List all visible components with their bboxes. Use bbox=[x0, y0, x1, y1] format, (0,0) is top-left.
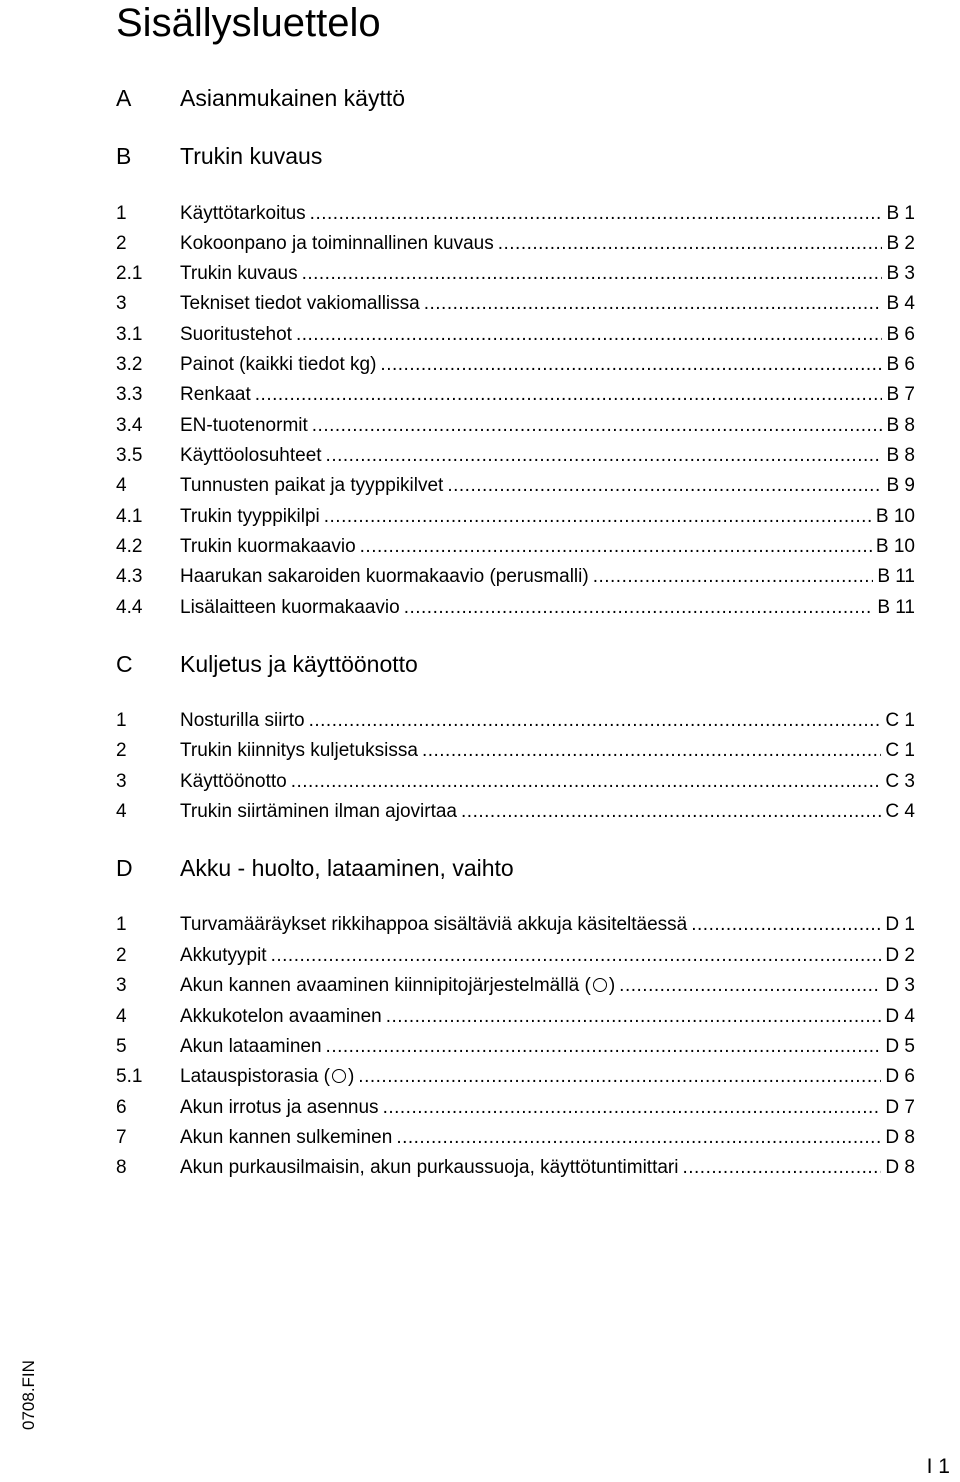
entry-page: B 6 bbox=[886, 324, 915, 345]
entry-page: C 1 bbox=[885, 710, 915, 731]
entry-label: Akun kannen avaaminen kiinnipitojärjestelmällä ( bbox=[180, 975, 591, 996]
dot-leader bbox=[255, 380, 883, 410]
section-letter: C bbox=[116, 651, 133, 677]
entry-number: 2 bbox=[116, 945, 127, 966]
entry-page: B 10 bbox=[875, 506, 915, 527]
entry-label-suffix: ) bbox=[347, 1066, 355, 1087]
dot-leader bbox=[619, 971, 881, 1001]
dot-leader bbox=[424, 289, 883, 319]
dot-leader bbox=[324, 502, 872, 532]
entry-page: C 3 bbox=[885, 771, 915, 792]
entry-number: 3.4 bbox=[116, 415, 143, 436]
entry-number: 4 bbox=[116, 801, 127, 822]
dot-leader bbox=[326, 1032, 882, 1062]
section-header-c bbox=[0, 647, 960, 681]
entry-number: 3 bbox=[116, 293, 127, 314]
entry-number: 1 bbox=[116, 710, 127, 731]
toc-entry[interactable] bbox=[0, 199, 960, 229]
entry-number: 2 bbox=[116, 740, 127, 761]
entry-page: B 8 bbox=[886, 445, 915, 466]
entry-label: Akun lataaminen bbox=[180, 1036, 322, 1057]
entry-number: 2 bbox=[116, 233, 127, 254]
section-letter: A bbox=[116, 85, 132, 111]
toc-entry[interactable] bbox=[0, 441, 960, 471]
document-code: 0708.FIN bbox=[19, 1360, 38, 1430]
entry-label: Trukin siirtäminen ilman ajovirtaa bbox=[180, 801, 458, 822]
dot-leader bbox=[682, 1153, 881, 1183]
dot-leader bbox=[326, 441, 883, 471]
entry-page: D 7 bbox=[885, 1097, 915, 1118]
dot-leader bbox=[291, 767, 882, 797]
dot-leader bbox=[296, 320, 883, 350]
entry-number: 1 bbox=[116, 203, 127, 224]
section-header-b bbox=[0, 139, 960, 173]
toc-entry[interactable] bbox=[0, 1032, 960, 1062]
entry-label: Käyttöolosuhteet bbox=[180, 445, 322, 466]
toc-entry[interactable] bbox=[0, 532, 960, 562]
page-number: I 1 bbox=[926, 1455, 950, 1478]
entry-label: Akkutyypit bbox=[180, 945, 267, 966]
dot-leader bbox=[360, 532, 872, 562]
entry-page: B 11 bbox=[877, 566, 915, 587]
entry-number: 3 bbox=[116, 771, 127, 792]
section-title: Trukin kuvaus bbox=[180, 143, 323, 169]
dot-leader bbox=[386, 1002, 882, 1032]
entry-number: 4 bbox=[116, 475, 127, 496]
entry-label: Akkukotelon avaaminen bbox=[180, 1006, 382, 1027]
page-title: Sisällysluettelo bbox=[116, 1, 381, 45]
entry-page: B 3 bbox=[886, 263, 915, 284]
toc-entry[interactable] bbox=[0, 471, 960, 501]
entry-number: 2.1 bbox=[116, 263, 143, 284]
entry-page: D 6 bbox=[885, 1066, 915, 1087]
entry-number: 3.1 bbox=[116, 324, 143, 345]
entry-label: Käyttötarkoitus bbox=[180, 203, 306, 224]
dot-leader bbox=[498, 229, 883, 259]
toc-entry[interactable] bbox=[0, 797, 960, 827]
entry-number: 4.1 bbox=[116, 506, 143, 527]
entry-label: Suoritustehot bbox=[180, 324, 292, 345]
toc-entry[interactable] bbox=[0, 259, 960, 289]
toc-entry[interactable] bbox=[0, 289, 960, 319]
entry-page: B 11 bbox=[877, 597, 915, 618]
entry-number: 3.5 bbox=[116, 445, 143, 466]
entry-page: D 5 bbox=[885, 1036, 915, 1057]
toc-entry[interactable] bbox=[0, 736, 960, 766]
entry-number: 5 bbox=[116, 1036, 127, 1057]
section-letter: D bbox=[116, 855, 133, 881]
entry-number: 4.3 bbox=[116, 566, 143, 587]
entry-page: C 4 bbox=[885, 801, 915, 822]
entry-label: Tunnusten paikat ja tyyppikilvet bbox=[180, 475, 444, 496]
entry-page: B 7 bbox=[886, 384, 915, 405]
section-header-d bbox=[0, 851, 960, 885]
dot-leader bbox=[396, 1123, 881, 1153]
entry-label: Trukin kuormakaavio bbox=[180, 536, 356, 557]
entry-number: 3 bbox=[116, 975, 127, 996]
entry-label: EN-tuotenormit bbox=[180, 415, 308, 436]
toc-entry[interactable] bbox=[0, 593, 960, 623]
entry-label: Trukin tyyppikilpi bbox=[180, 506, 320, 527]
entry-number: 3.3 bbox=[116, 384, 143, 405]
entry-number: 7 bbox=[116, 1127, 127, 1148]
entry-label: Tekniset tiedot vakiomallissa bbox=[180, 293, 420, 314]
entry-label-suffix: ) bbox=[608, 975, 616, 996]
circle-icon bbox=[332, 1069, 346, 1083]
entry-page: D 3 bbox=[885, 975, 915, 996]
section-header-a bbox=[0, 81, 960, 115]
dot-leader bbox=[302, 259, 883, 289]
dot-leader bbox=[358, 1062, 881, 1092]
toc-entry[interactable] bbox=[0, 1062, 960, 1092]
toc-entry[interactable] bbox=[0, 229, 960, 259]
toc-entry[interactable] bbox=[0, 380, 960, 410]
entry-page: D 2 bbox=[885, 945, 915, 966]
entry-page: B 1 bbox=[886, 203, 915, 224]
entry-number: 4.4 bbox=[116, 597, 143, 618]
entry-number: 4 bbox=[116, 1006, 127, 1027]
circle-icon bbox=[593, 978, 607, 992]
toc-entry[interactable] bbox=[0, 1153, 960, 1183]
entry-page: D 8 bbox=[885, 1157, 915, 1178]
toc-entry[interactable] bbox=[0, 706, 960, 736]
entry-number: 6 bbox=[116, 1097, 127, 1118]
entry-label: Lisälaitteen kuormakaavio bbox=[180, 597, 400, 618]
entry-number: 5.1 bbox=[116, 1066, 143, 1087]
toc-entry[interactable] bbox=[0, 411, 960, 441]
entry-label: Nosturilla siirto bbox=[180, 710, 305, 731]
entry-page: B 10 bbox=[875, 536, 915, 557]
entry-label: Turvamääräykset rikkihappoa sisältäviä akkuja käsiteltäessä bbox=[180, 914, 688, 935]
toc-entry[interactable] bbox=[0, 562, 960, 592]
entry-page: D 8 bbox=[885, 1127, 915, 1148]
dot-leader bbox=[422, 736, 881, 766]
dot-leader bbox=[691, 910, 881, 940]
entry-label: Trukin kiinnitys kuljetuksissa bbox=[180, 740, 418, 761]
entry-label: Haarukan sakaroiden kuormakaavio (perusmalli) bbox=[180, 566, 589, 587]
toc-entry[interactable] bbox=[0, 971, 960, 1001]
toc-entry[interactable] bbox=[0, 350, 960, 380]
toc-entry[interactable] bbox=[0, 767, 960, 797]
entry-number: 8 bbox=[116, 1157, 127, 1178]
toc-entry[interactable] bbox=[0, 1123, 960, 1153]
dot-leader bbox=[447, 471, 882, 501]
dot-leader bbox=[271, 941, 882, 971]
entry-label: Käyttöönotto bbox=[180, 771, 287, 792]
section-letter: B bbox=[116, 143, 132, 169]
entry-label: Renkaat bbox=[180, 384, 251, 405]
entry-number: 1 bbox=[116, 914, 127, 935]
entry-label: Kokoonpano ja toiminnallinen kuvaus bbox=[180, 233, 494, 254]
toc-entry[interactable] bbox=[0, 910, 960, 940]
dot-leader bbox=[310, 199, 883, 229]
entry-page: B 8 bbox=[886, 415, 915, 436]
entry-label: Akun purkausilmaisin, akun purkaussuoja, käyttötuntimittari bbox=[180, 1157, 679, 1178]
dot-leader bbox=[312, 411, 883, 441]
section-title: Kuljetus ja käyttöönotto bbox=[180, 651, 418, 677]
entry-number: 3.2 bbox=[116, 354, 143, 375]
dot-leader bbox=[380, 350, 882, 380]
toc-entry[interactable] bbox=[0, 320, 960, 350]
entry-label: Akun kannen sulkeminen bbox=[180, 1127, 393, 1148]
entry-page: B 4 bbox=[886, 293, 915, 314]
dot-leader bbox=[404, 593, 874, 623]
toc-entry[interactable] bbox=[0, 1093, 960, 1123]
entry-label: Akun irrotus ja asennus bbox=[180, 1097, 379, 1118]
entry-number: 4.2 bbox=[116, 536, 143, 557]
section-title: Akku - huolto, lataaminen, vaihto bbox=[180, 855, 514, 881]
entry-page: B 2 bbox=[886, 233, 915, 254]
dot-leader bbox=[309, 706, 882, 736]
toc-entry[interactable] bbox=[0, 1002, 960, 1032]
entry-label-group bbox=[180, 1062, 358, 1092]
entry-page: C 1 bbox=[885, 740, 915, 761]
entry-page: D 1 bbox=[885, 914, 915, 935]
dot-leader bbox=[461, 797, 881, 827]
entry-page: B 6 bbox=[886, 354, 915, 375]
dot-leader bbox=[593, 562, 874, 592]
toc-entry[interactable] bbox=[0, 502, 960, 532]
entry-label: Painot (kaikki tiedot kg) bbox=[180, 354, 377, 375]
entry-label: Trukin kuvaus bbox=[180, 263, 298, 284]
entry-label-group bbox=[180, 971, 619, 1001]
dot-leader bbox=[383, 1093, 882, 1123]
section-title: Asianmukainen käyttö bbox=[180, 85, 406, 111]
entry-label: Latauspistorasia ( bbox=[180, 1066, 330, 1087]
entry-page: B 9 bbox=[886, 475, 915, 496]
toc-entry[interactable] bbox=[0, 941, 960, 971]
entry-page: D 4 bbox=[885, 1006, 915, 1027]
